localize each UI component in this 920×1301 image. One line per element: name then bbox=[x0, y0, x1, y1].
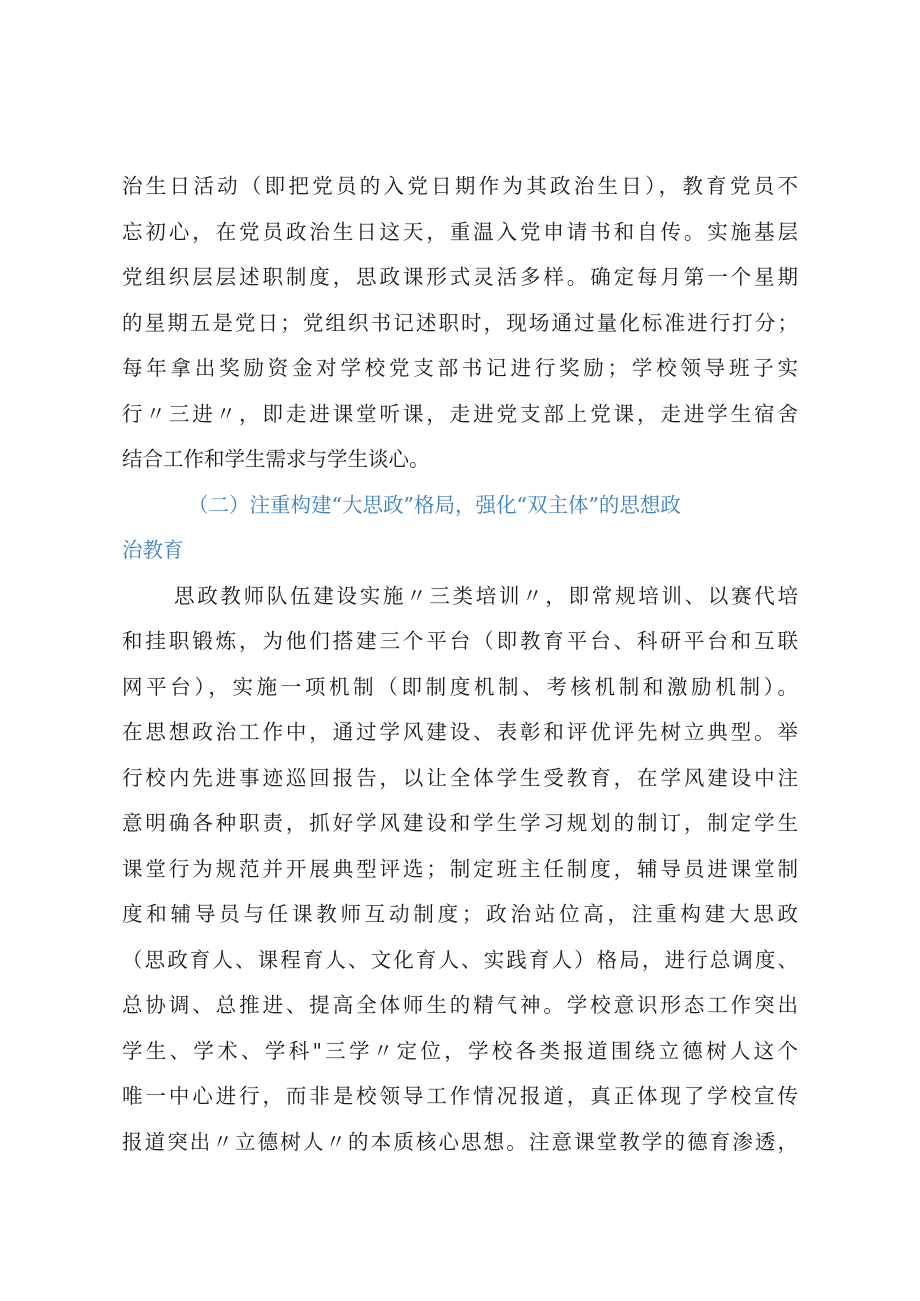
text-line: 唯一中心进行，而非是校领导工作情况报道，真正体现了学校宣传 bbox=[122, 1084, 798, 1108]
text-line: 总协调、总推进、提高全体师生的精气神。学校意识形态工作突出 bbox=[122, 993, 798, 1017]
text-line: 结合工作和学生需求与学生谈心。 bbox=[122, 447, 430, 471]
text-line: 思政教师队伍建设实施〃三类培训〃，即常规培训、以赛代培 bbox=[174, 583, 798, 608]
text-line: 度和辅导员与任课教师互动制度；政治站位高，注重构建大思政 bbox=[122, 902, 798, 926]
paragraph-teacher-training bbox=[122, 574, 798, 1166]
text-line: 和挂职锻炼，为他们搭建三个平台（即教育平台、科研平台和互联 bbox=[122, 629, 798, 653]
text-line: 党组织层层述职制度，思政课形式灵活多样。确定每月第一个星期 bbox=[122, 265, 798, 289]
text-line: 行校内先进事迹巡回报告，以让全体学生受教育，在学风建设中注 bbox=[122, 765, 798, 790]
text-line: 意明确各种职责，抓好学风建设和学生学习规划的制订，制定学生 bbox=[122, 811, 798, 835]
paragraph-party-activities bbox=[122, 164, 798, 483]
text-line: 报道突出〃立德树人〃的本质核心思想。注意课堂教学的德育渗透， bbox=[122, 1129, 798, 1154]
text-line: 每年拿出奖励资金对学校党支部书记进行奖励；学校领导班子实 bbox=[122, 356, 798, 380]
text-line: 的星期五是党日；党组织书记述职时，现场通过量化标准进行打分； bbox=[122, 310, 798, 335]
text-line: 在思想政治工作中，通过学风建设、表彰和评优评先树立典型。举 bbox=[122, 720, 798, 744]
section-heading bbox=[122, 483, 798, 574]
heading-line: 治教育 bbox=[122, 538, 184, 562]
text-line: 忘初心，在党员政治生日这天，重温入党申请书和自传。实施基层 bbox=[122, 219, 798, 244]
text-line: 课堂行为规范并开展典型评选；制定班主任制度，辅导员进课堂制 bbox=[122, 856, 798, 881]
document-body bbox=[122, 164, 798, 1165]
text-line: （思政育人、课程育人、文化育人、实践育人）格局，进行总调度、 bbox=[122, 947, 798, 972]
text-line: 网平台），实施一项机制（即制度机制、考核机制和激励机制）。 bbox=[122, 674, 798, 699]
text-line: 学生、学术、学科"三学〃定位，学校各类报道围绕立德树人这个 bbox=[122, 1038, 798, 1063]
text-line: 治生日活动（即把党员的入党日期作为其政治生日），教育党员不 bbox=[122, 174, 798, 198]
text-line: 行〃三进〃，即走进课堂听课，走进党支部上党课，走进学生宿舍 bbox=[122, 401, 798, 426]
heading-line: （二）注重构建“大思政”格局，强化“双主体”的思想政 bbox=[188, 492, 681, 517]
